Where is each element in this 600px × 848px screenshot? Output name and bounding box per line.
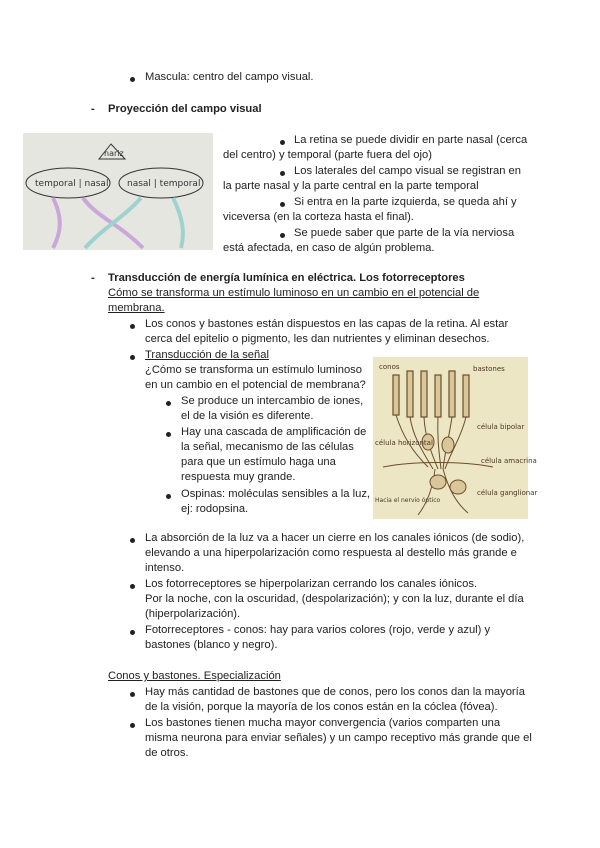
paragraph-line: Hay más cantidad de bastones que de conos, pero los conos dan la mayoría [145, 686, 525, 698]
label-bipolar: célula bipolar [477, 423, 525, 431]
paragraph-line: (hiperpolarización). [145, 608, 241, 620]
retina-cells-sketch [373, 357, 538, 519]
dash: - [91, 103, 95, 115]
bullet [166, 494, 171, 499]
bullet [130, 723, 135, 728]
bullet [130, 355, 135, 360]
paragraph-line: de la visión, porque la mayoría de los conos están en la cóclea (fóvea). [145, 701, 498, 713]
paragraph-line: respuesta muy grande. [181, 471, 296, 483]
paragraph-line: para que un estímulo haga una [181, 456, 336, 468]
paragraph-line: la señal, mecanismo de las células [181, 441, 354, 453]
bullet [280, 233, 285, 238]
paragraph-line: Los laterales del campo visual se registran en [294, 165, 521, 177]
subheading: Transducción de la señal [145, 349, 269, 361]
label-amacrina: célula amacrina [481, 457, 537, 465]
visual-field-sketch [23, 133, 213, 250]
paragraph-line: Ospinas: moléculas sensibles a la luz, [181, 488, 371, 500]
paragraph-line: está afectada, en caso de algún problema. [223, 242, 435, 254]
bullet [130, 630, 135, 635]
bullet [280, 171, 285, 176]
label-horizontal: célula horizontal [375, 439, 433, 447]
label-nervio: Hacia el nervio óptico [375, 497, 441, 504]
subheading: Conos y bastones. Especialización [108, 670, 281, 682]
paragraph-line: Los conos y bastones están dispuestos en las capas de la retina. Al estar [145, 318, 509, 330]
bullet [130, 538, 135, 543]
bullet [130, 77, 135, 82]
paragraph-line: el de la visión es diferente. [181, 410, 314, 422]
paragraph-line: en un cambio en el potencial de membrana? [145, 379, 366, 391]
paragraph-line: La retina se puede dividir en parte nasal (cerca [294, 134, 528, 146]
bullet-text: Mascula: centro del campo visual. [145, 71, 314, 83]
bullet [166, 401, 171, 406]
bullet [166, 432, 171, 437]
section-heading: Transducción de energía lumínica en eléctrica. Los fotorreceptores [108, 272, 465, 284]
paragraph-line: del centro) y temporal (parte fuera del ojo) [223, 149, 432, 161]
paragraph-line: Hay una cascada de amplificación de [181, 426, 367, 438]
paragraph-line: de otros. [145, 747, 189, 759]
paragraph-line: viceversa (en la corteza hasta el final). [223, 211, 414, 223]
bullet [280, 140, 285, 145]
paragraph-line: cerca del epitelio o pigmento, les dan nutrientes y eliminan desechos. [145, 333, 490, 345]
label-conos: conos [379, 363, 400, 371]
subheading: Cómo se transforma un estímulo luminoso en un cambio en el potencial de [108, 287, 480, 299]
paragraph-line: elevando a una hiperpolarización como respuesta al destello más grande e [145, 547, 517, 559]
paragraph-line: la parte nasal y la parte central en la parte temporal [223, 180, 479, 192]
paragraph-line: Si entra en la parte izquierda, se queda ahí y [294, 196, 517, 208]
paragraph-line: ¿Cómo se transforma un estímulo luminoso [145, 364, 362, 376]
sketch-label-top: nariz [104, 149, 124, 158]
subheading: membrana. [108, 302, 165, 314]
sketch-label-right: nasal | temporal [127, 179, 201, 189]
bullet [280, 202, 285, 207]
section-heading: Proyección del campo visual [108, 103, 262, 115]
paragraph-line: intenso. [145, 562, 185, 574]
paragraph-line: La absorción de la luz va a hacer un cierre en los canales iónicos (de sodio), [145, 532, 525, 544]
dash: - [91, 272, 95, 284]
label-ganglionar: célula ganglionar [477, 489, 538, 497]
paragraph-line: bastones (blanco y negro). [145, 639, 278, 651]
bullet [130, 692, 135, 697]
sketch-label-left: temporal | nasal [35, 179, 109, 189]
bullet [130, 324, 135, 329]
label-bastones: bastones [473, 365, 505, 373]
paragraph-line: Fotorreceptores - conos: hay para varios colores (rojo, verde y azul) y [145, 624, 491, 636]
paragraph-line: Los bastones tienen mucha mayor convergencia (varios comparten una [145, 717, 501, 729]
bullet [130, 584, 135, 589]
paragraph-line: Los fotorreceptores se hiperpolarizan cerrando los canales iónicos. [145, 578, 478, 590]
paragraph-line: ej: rodopsina. [181, 503, 249, 515]
paragraph-line: misma neurona para enviar señales) y un campo receptivo más grande que el [145, 732, 532, 744]
paragraph-line: Se puede saber que parte de la vía nerviosa [294, 227, 515, 239]
paragraph-line: Se produce un intercambio de iones, [181, 395, 364, 407]
paragraph-line: Por la noche, con la oscuridad, (despolarización); y con la luz, durante el día [145, 593, 524, 605]
